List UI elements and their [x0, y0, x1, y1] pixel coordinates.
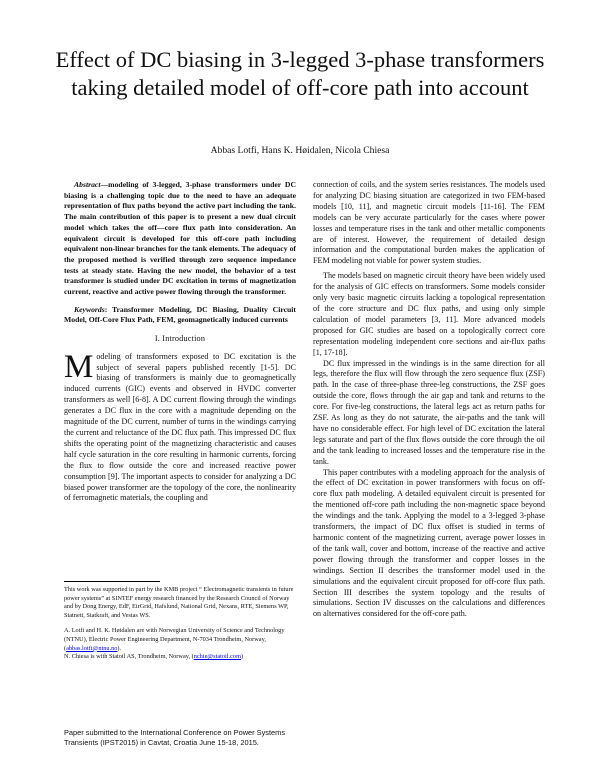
abstract-label: Abstract: [74, 180, 101, 189]
footnotes: [64, 586, 296, 662]
abstract-text: —modeling of 3-legged, 3-phase transformers under DC biasing is a challenging topic due to the need to have an adequate representation of flux paths beyond the active part including the tank. The main contribution of this paper is to present a new dual circuit model which takes the off—core flux path into consideration. An equivalent circuit is developed for this off-core path including equivalent non-linear branches for the tank elements. The adequacy of the proposed method is verified through zero sequence impedance tests at steady state. Having the new model, the behavior of a test transformer is studied under DC excitation in terms of magnetization current, reactive and active power flowing through the transformer.: [64, 180, 296, 297]
section-heading-introduction: I. Introduction: [154, 333, 206, 343]
right-column: [313, 180, 545, 620]
body-paragraph-3: DC flux impressed in the windings is in the same direction for all legs, therefore the flux will flow through the zero sequence flux (ZSF) path. In the case of three-phase three-leg constructions, the ZSF goes outside the core, flows through the air gap and tank and returns to the core. For five-leg constructions, the lateral legs act as return paths for ZSF. As long as they do not saturate, the air-paths and the tank will have no considerable effect. For high level of DC excitation the lateral legs saturate and part of the flux flows outside the core through the oil and the tank leading to increased losses and the temperature rise in the tank.: [313, 358, 545, 466]
footnote-affiliation-ntnu: [64, 627, 296, 653]
keywords-text: : Transformer Modeling, DC Biasing, Duality Circuit Model, Off-Core Flux Path, FEM, geomagnetically induced currents: [64, 304, 296, 325]
keywords-label: Keywords: [74, 304, 105, 314]
email-link-lotfi[interactable]: abbas.lotfi@ntnu.no: [66, 644, 118, 652]
footnote-affiliation-text: A. Lotfi and H. K. Høidalen are with Norwegian University of Science and Technology (NTNU), Electric Power Engineering Department, N-7034 Trondheim, Norway, (: [64, 627, 285, 652]
body-paragraph-2: The models based on magnetic circuit theory have been widely used for the analysis of GIC effects on transformers. Some models consider only very basic magnetic circuits lacking a topological representation of the core structure and DC flux paths, and using only simple calculation of model parameters [3, 11]. More advanced models proposed for GIC studies are based on a topologically correct core representation modeling independent core sections and air-flux paths [1, 17-18].: [313, 271, 545, 357]
keywords: [64, 305, 296, 326]
left-column: [64, 180, 296, 504]
footnote-statoil-text: N. Chiesa is with Statoil AS, Trondheim, Norway, (: [64, 653, 194, 661]
submission-note: Paper submitted to the International Conference on Power Systems Transients (IPST2015) in Cavtat, Croatia June 15-18, 2015.: [64, 728, 286, 747]
footnote-affiliation-statoil: [64, 653, 296, 662]
intro-paragraph: [64, 348, 296, 505]
footnote-divider: [64, 581, 160, 582]
footnote-funding: This work was supported in part by the KMB project “ Electromagnetic transients in future power systems” at SINTEF energy research financed by the Research Council of Norway and by Dong Energy, EdF, EirGrid, Hafslund, National Grid, Nexans, RTE, Siemens WP, Statnett, Statkraft, and Vestas WS.: [64, 586, 294, 619]
paper-title: Effect of DC biasing in 3-legged 3-phase transformers taking detailed model of off-core path into account: [55, 47, 545, 100]
footnote-statoil-end: ): [240, 653, 244, 661]
intro-text: odeling of transformers exposed to DC excitation is the subject of several papers published recently [1-5]. DC biasing of transformers is mainly due to geomagnetically induced currents (GIC) events and observed in HVDC converter transformers as well [6-8]. A DC current flowing through the windings generates a DC flux in the core with a magnitude depending on the magnitude of the DC current, number of turns in the windings carrying the current and reluctance of the DC flux path. This impressed DC flux shifts the operating point of the magnetizing characteristic and causes half cycle saturation in the core resulting in harmonic currents, forcing the flux to flow outside the core and increased reactive power consumption [9]. The important aspects to consider for analyzing a DC biased power transformer are the topology of the core, the nonlinearity of ferromagnetic materials, the coupling and: [64, 351, 296, 503]
author-list: Abbas Lotfi, Hans K. Høidalen, Nicola Chiesa: [210, 145, 390, 156]
abstract: [64, 180, 296, 298]
email-link-chiesa[interactable]: nchie@statoil.com: [193, 653, 241, 661]
footnote-affiliation-end: ).: [117, 644, 122, 652]
body-paragraph-1: connection of coils, and the system series resistances. The models used for analyzing DC biasing situation are categorized in two FEM-based models [10, 11], and magnetic circuit models [11-16]. The FEM models can be very accurate particularly for the cases where power losses and temperature rises in the tank and other metallic components are of interest. However, the requirement of detailed design information and the computational burden makes the application of FEM modeling not viable for power system studies.: [313, 180, 545, 266]
body-paragraph-4: This paper contributes with a modeling approach for the analysis of the effect of DC excitation in power transformers with focus on off-core flux path modeling. A detailed equivalent circuit is presented for the mentioned off-core path including the non-magnetic space beyond the windings and the tank. Applying the model to a 3-legged 3-phase transformers, the impact of DC flux offset is studied in terms of harmonic content of the magnetizing current, average power losses in of the tank wall, cover and bottom, increase of the reactive and active power flowing through the transformer and copper losses in the windings. Section II describes the transformer model used in the simulations and the equivalent circuit proposed for off-core flux path. Section III describes the system topology and the results of simulations. Section IV discusses on the calculations and differences on alternatives considered for the off-core path.: [313, 467, 545, 619]
drop-cap: M: [64, 348, 94, 385]
